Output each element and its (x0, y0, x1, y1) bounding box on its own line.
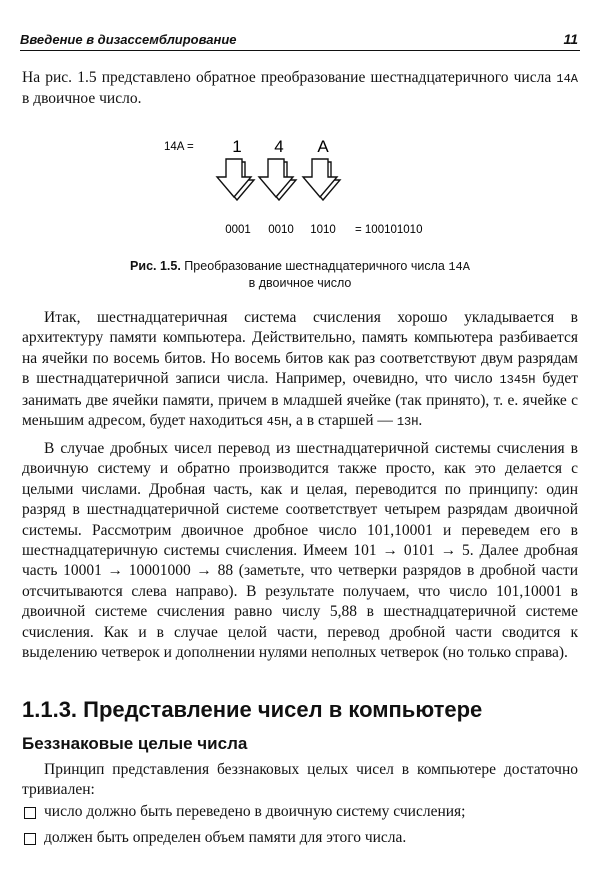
para2-text-3: , а в старшей — (288, 412, 397, 430)
conversion-diagram (150, 130, 460, 245)
intro-text-before: На рис. 1.5 представлено обратное преобразование шестнадцатеричного числа (22, 69, 557, 86)
down-arrow-icon (259, 159, 296, 200)
section-title: Введение в дизассемблирование (20, 32, 237, 47)
para2-code-13h: 13H (396, 415, 419, 430)
nibble-1: 0001 (225, 224, 251, 236)
down-arrow-icon (217, 159, 254, 200)
hex-digit-3: A (317, 137, 329, 156)
caption-code: 14A (448, 260, 470, 274)
list-item-text: число должно быть переведено в двоичную систему счисления; (44, 803, 466, 820)
checkbox-square-icon (24, 807, 36, 819)
figure-label: 14A = (164, 141, 194, 153)
checkbox-square-icon (24, 833, 36, 845)
caption-text: Преобразование шестнадцатеричного числа (180, 259, 449, 273)
para2-text-1: Итак, шестнадцатеричная система счисления хорошо укладывается в архитектуру памяти компьютера. Действительно, память компьютера разбивается на ячейки по восемь битов. Но восемь битов как раз соответствуют двум разрядам в шестнадцатеричной записи числа. Например, очевидно, что число (22, 309, 578, 388)
nibble-3: 1010 (310, 224, 336, 236)
para2-text-2: будет занимать две ячейки памяти, причем в младшей ячейке (так принято), т. е. ячейке с меньшим адресом, будет находиться (22, 370, 578, 430)
down-arrow-icon (303, 159, 340, 200)
caption-line-1 (22, 258, 578, 275)
para2-code-45h: 45H (266, 415, 289, 430)
running-header (20, 30, 580, 51)
subsection-heading: Беззнаковые целые числа (22, 734, 248, 753)
hex-digit-1: 1 (232, 137, 242, 156)
figure-caption (22, 258, 578, 291)
list-item (22, 828, 578, 854)
binary-result: = 100101010 (355, 224, 423, 236)
intro-paragraph (22, 68, 578, 110)
paragraph-fractions: В случае дробных чисел перевод из шестнадцатеричной системы счисления в двоичную систему и обратно производится также просто, как это делается с целыми числами. Дробная часть, как и целая, переводится по принципу: один разряд в шестнадцатеричной системе соответствует четырем разрядам двоичной системы. Рассмотрим двоичное дробное число 101,10001 и переведем его в шестнадцатеричную системы счисления. Имеем 101 → 0101 → 5. Далее дробная часть 10001 → 10001000 → 88 (заметьте, что четверки разрядов в дробной части отсчитываются слева направо). В результате получаем, что число 101,10001 в двоичной системе счисления равно числу 5,88 в шестнадцатеричной системе счисления. Как и в случае целой части, перевод дробной части сводится к выделению четверок и дополнении нулями неполных четверок (но только справа). (22, 440, 578, 662)
nibble-2: 0010 (268, 224, 294, 236)
caption-line-2: в двоичное число (248, 276, 352, 290)
list-item (22, 802, 578, 828)
hex-digit-2: 4 (274, 137, 284, 156)
page-number: 11 (563, 31, 578, 47)
paragraph-memory (22, 308, 578, 432)
caption-label: Рис. 1.5. (130, 259, 181, 273)
intro-code: 14A (556, 72, 578, 86)
bullet-list (22, 802, 578, 854)
intro-text-after: в двоичное число. (22, 90, 142, 108)
paragraph-unsigned-intro: Принцип представления беззнаковых целых чисел в компьютере достаточно тривиален: (22, 761, 578, 799)
list-item-text: должен быть определен объем памяти для этого числа. (44, 829, 407, 846)
para2-text-4: . (418, 412, 423, 430)
section-heading: 1.1.3. Представление чисел в компьютере (22, 697, 483, 722)
figure-hex-to-binary (150, 130, 460, 245)
para2-code-1345h: 1345H (499, 373, 536, 388)
